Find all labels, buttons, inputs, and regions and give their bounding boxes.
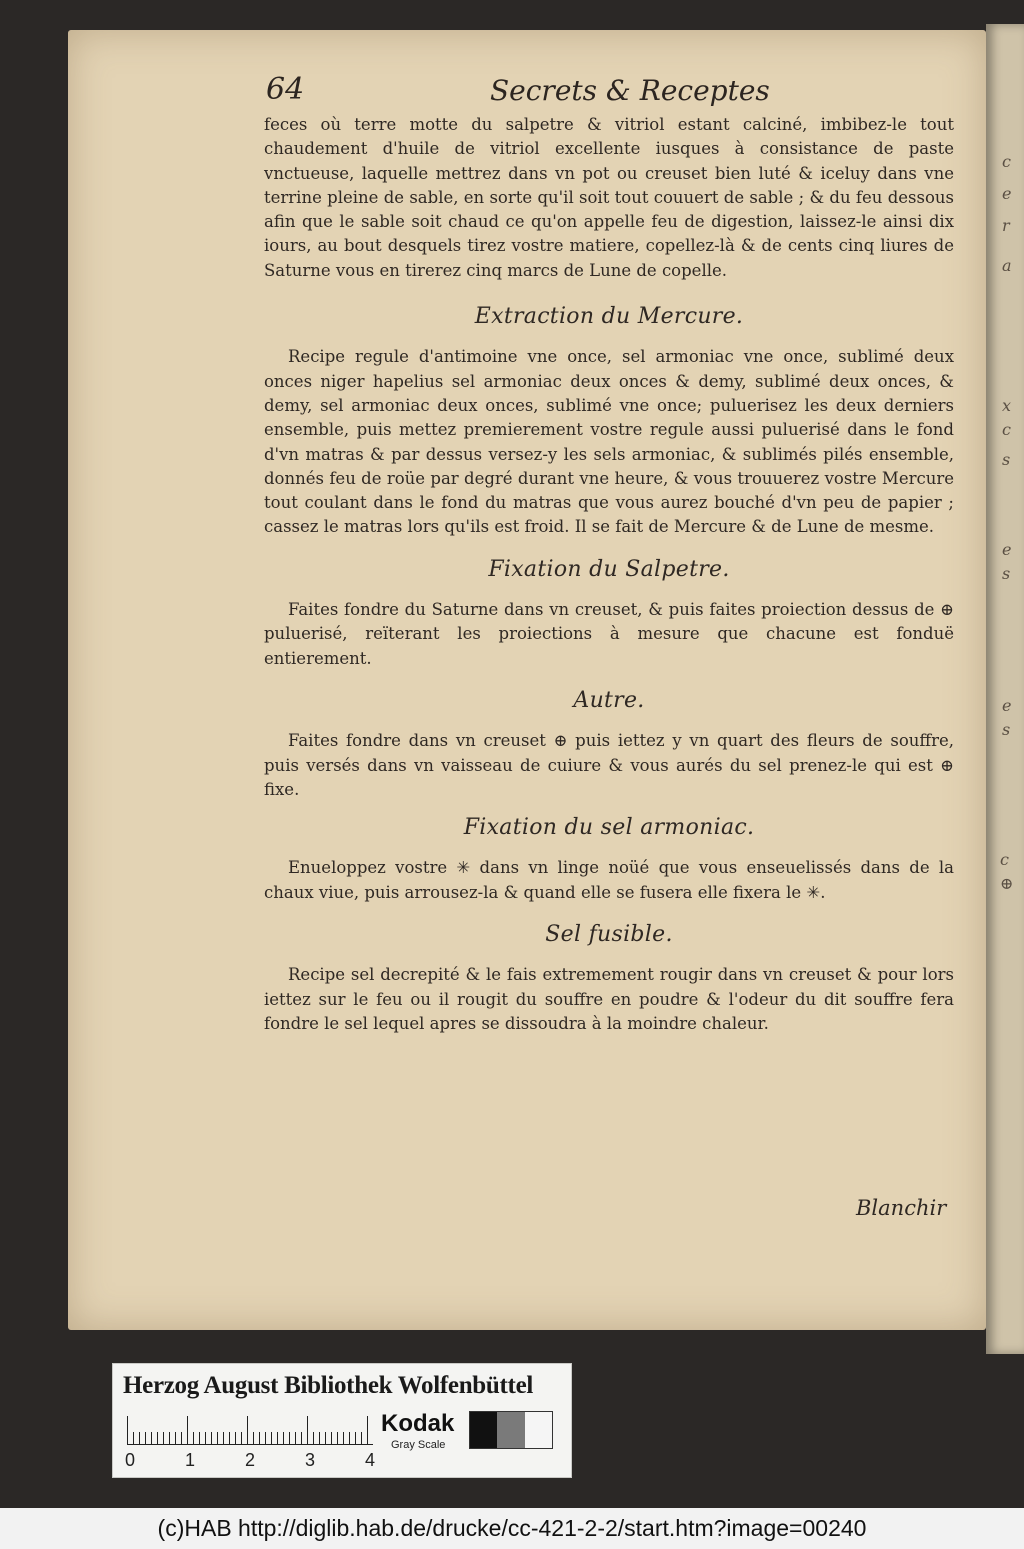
ruler-number: 0 [125, 1450, 136, 1470]
gray-scale-label: Gray Scale [391, 1439, 446, 1451]
paragraph: feces où terre motte du salpetre & vitriol estant calciné, imbibez-le tout chaudement d'huile de vitriol excellente iusques à consistance de paste vnctueuse, laquelle mettrez dans vn pot ou creuset bien luté & iceluy dans vne terrine pleine de sable, en sorte qu'il soit tout couuert de sable ; & du feu dessous afin que le sable soit chaud ce qu'on appelle feu de digestion, laissez-le ainsi dix iours, au bout desquels tirez vostre matiere, copellez-là & de cents cinq liures de Saturne vous en tirerez cinq marcs de Lune de copelle. [264, 115, 954, 280]
section-heading: Fixation du Salpetre. [488, 556, 730, 582]
ruler-numbers [123, 1450, 403, 1472]
ruler-number: 2 [245, 1450, 256, 1470]
ruler-number: 4 [365, 1450, 376, 1470]
paragraph: Faites fondre du Saturne dans vn creuset, & puis faites proiection dessus de ⊕ puluerisé, reïterant les proiections à mesure que chacune est fonduë entierement. [264, 600, 954, 668]
gray-patch-light [525, 1412, 552, 1448]
ruler-number: 1 [185, 1450, 196, 1470]
gray-scale-patches [469, 1411, 553, 1449]
paragraph: Recipe regule d'antimoine vne once, sel armoniac vne once, sublimé deux onces niger hapelius sel armoniac deux onces & demy, sublimé deux onces, & demy, sel armoniac deux onces, sublimé vne once; puluerisez les deux derniers ensemble, puis mettez premierement vostre regule aussi puluerisé dans le fond d'vn matras & par dessus versez-y les sels armoniac, & sublimés pilés ensemble, donnés feu de roüe par degré durant vne heure, & vous trouuerez vostre Mercure tout coulant dans le fond du matras que vous aurez bouché d'vn peu de papier ; cassez le matras lors qu'ils est froid. Il se fait de Mercure & de Lune de mesme. [264, 347, 954, 537]
kodak-logo: Kodak [381, 1410, 455, 1437]
running-title: Secrets & Receptes [490, 74, 770, 107]
paragraph: Recipe sel decrepité & le fais extremement rougir dans vn creuset & pour lors iettez sur le feu ou il rougit du souffre en poudre & l'odeur du dit souffre fera fondre le sel lequel apres se dissoudra à la moindre chaleur. [264, 965, 954, 1033]
running-head [266, 72, 956, 116]
scale-ruler [127, 1416, 373, 1445]
paragraph: Faites fondre dans vn creuset ⊕ puis iettez y vn quart des fleurs de souffre, puis versés dans vn vaisseau de cuiure & vous aurés du sel prenez-le qui est ⊕ fixe. [264, 731, 954, 799]
facing-page-edge: c e r a x c s e s e s c ⊕ [986, 24, 1024, 1354]
library-name: Herzog August Bibliothek Wolfenbüttel [123, 1372, 534, 1399]
ruler-number: 3 [305, 1450, 316, 1470]
catchword: Blanchir [856, 1196, 947, 1220]
copyright-footer: (c)HAB http://diglib.hab.de/drucke/cc-421-2-2/start.htm?image=00240 [0, 1508, 1024, 1549]
section-heading: Sel fusible. [545, 922, 673, 948]
section-heading: Fixation du sel armoniac. [463, 815, 755, 841]
library-target-card [112, 1363, 572, 1478]
gray-patch-mid [497, 1412, 524, 1448]
section-heading: Extraction du Mercure. [474, 304, 744, 330]
page-number: 64 [266, 72, 305, 107]
paragraph: Enueloppez vostre ✳ dans vn linge noüé que vous enseuelissés dans de la chaux viue, puis arrousez-la & quand elle se fusera elle fixera le ✳. [264, 858, 954, 902]
section-heading: Autre. [573, 687, 645, 713]
gray-patch-dark [470, 1412, 497, 1448]
page-text [264, 113, 954, 1036]
